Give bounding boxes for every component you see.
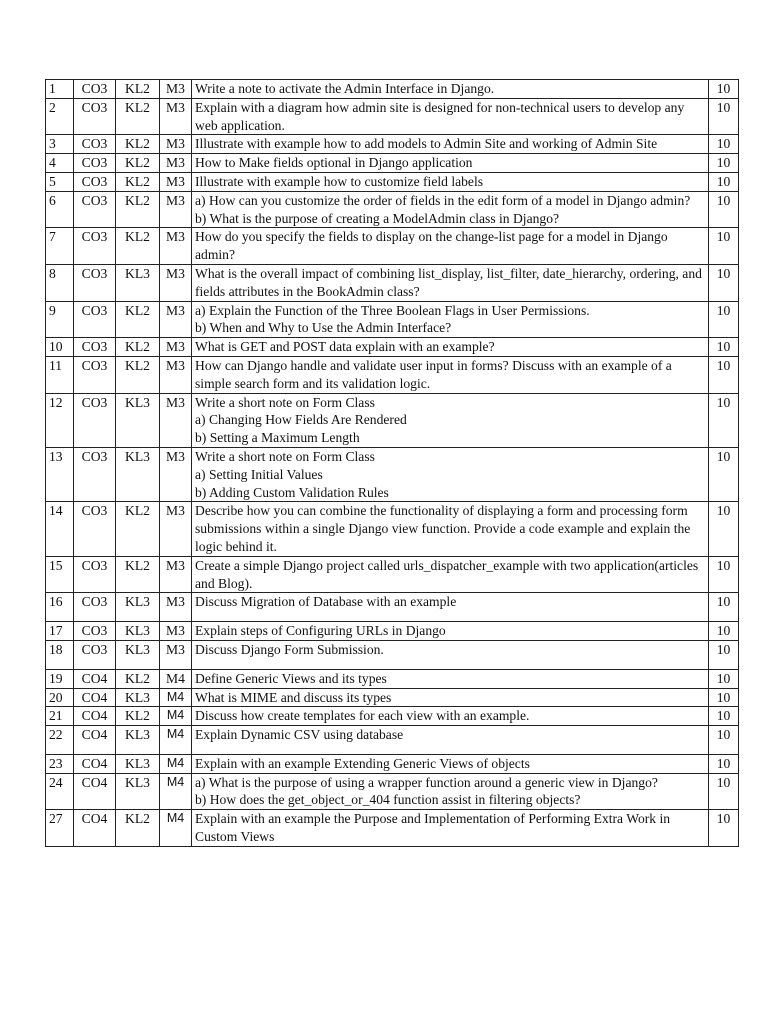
module: M3 xyxy=(160,338,192,357)
marks: 10 xyxy=(709,593,739,622)
question-number: 6 xyxy=(46,191,74,228)
marks: 10 xyxy=(709,622,739,641)
marks: 10 xyxy=(709,191,739,228)
question-text xyxy=(192,688,709,707)
course-outcome: CO3 xyxy=(74,264,116,301)
question-number: 7 xyxy=(46,228,74,265)
marks: 10 xyxy=(709,393,739,447)
course-outcome: CO3 xyxy=(74,135,116,154)
question-number: 1 xyxy=(46,80,74,99)
question-text xyxy=(192,502,709,556)
question-line: Write a note to activate the Admin Interface in Django. xyxy=(195,81,495,96)
module: M4 xyxy=(160,669,192,688)
question-row xyxy=(46,502,739,556)
module: M3 xyxy=(160,154,192,173)
question-row xyxy=(46,640,739,669)
course-outcome: CO3 xyxy=(74,98,116,135)
question-line: Illustrate with example how to add models to Admin Site and working of Admin Site xyxy=(195,136,658,152)
module: M4 xyxy=(160,726,192,755)
question-row xyxy=(46,338,739,357)
module: M4 xyxy=(160,707,192,726)
question-line: What is GET and POST data explain with an example? xyxy=(195,339,495,355)
knowledge-level: KL2 xyxy=(116,356,160,393)
course-outcome: CO3 xyxy=(74,622,116,641)
course-outcome: CO4 xyxy=(74,810,116,847)
module: M4 xyxy=(160,810,192,847)
question-line: Create a simple Django project called urls_dispatcher_example with two application(articles and Blog). xyxy=(195,557,699,591)
question-line: a) Explain the Function of the Three Boolean Flags in User Permissions. xyxy=(195,302,590,318)
question-number: 18 xyxy=(46,640,74,669)
question-line: What is MIME and discuss its types xyxy=(195,689,392,705)
question-number: 20 xyxy=(46,688,74,707)
knowledge-level: KL3 xyxy=(116,754,160,773)
course-outcome: CO3 xyxy=(74,228,116,265)
question-number: 4 xyxy=(46,154,74,173)
question-text xyxy=(192,393,709,447)
question-row xyxy=(46,393,739,447)
course-outcome: CO3 xyxy=(74,191,116,228)
module: M3 xyxy=(160,172,192,191)
course-outcome: CO3 xyxy=(74,172,116,191)
marks: 10 xyxy=(709,556,739,593)
module: M3 xyxy=(160,356,192,393)
knowledge-level: KL2 xyxy=(116,80,160,99)
question-number: 15 xyxy=(46,556,74,593)
question-line: b) What is the purpose of creating a ModelAdmin class in Django? xyxy=(195,210,560,226)
question-line: How to Make fields optional in Django application xyxy=(195,155,473,171)
question-line: b) Setting a Maximum Length xyxy=(195,430,360,446)
question-line: a) How can you customize the order of fields in the edit form of a model in Django admin? xyxy=(195,192,691,208)
question-row xyxy=(46,356,739,393)
question-line: Discuss Django Form Submission. xyxy=(195,641,384,657)
marks: 10 xyxy=(709,98,739,135)
module: M3 xyxy=(160,228,192,265)
question-row xyxy=(46,726,739,755)
knowledge-level: KL3 xyxy=(116,447,160,501)
question-row xyxy=(46,98,739,135)
marks: 10 xyxy=(709,726,739,755)
question-line: b) Adding Custom Validation Rules xyxy=(195,484,389,500)
question-text xyxy=(192,154,709,173)
module: M3 xyxy=(160,447,192,501)
question-text xyxy=(192,172,709,191)
knowledge-level: KL3 xyxy=(116,264,160,301)
module: M3 xyxy=(160,135,192,154)
knowledge-level: KL2 xyxy=(116,556,160,593)
question-number: 13 xyxy=(46,447,74,501)
question-line: Write a short note on Form Class xyxy=(195,448,375,464)
knowledge-level: KL2 xyxy=(116,135,160,154)
question-text xyxy=(192,356,709,393)
module: M3 xyxy=(160,640,192,669)
question-row xyxy=(46,154,739,173)
course-outcome: CO3 xyxy=(74,593,116,622)
question-line: Explain with an example Extending Generic Views of objects xyxy=(195,755,530,771)
question-text xyxy=(192,80,709,99)
question-number: 22 xyxy=(46,726,74,755)
marks: 10 xyxy=(709,688,739,707)
course-outcome: CO4 xyxy=(74,669,116,688)
question-text xyxy=(192,754,709,773)
question-text xyxy=(192,338,709,357)
course-outcome: CO3 xyxy=(74,80,116,99)
question-row xyxy=(46,447,739,501)
course-outcome: CO4 xyxy=(74,773,116,810)
marks: 10 xyxy=(709,338,739,357)
knowledge-level: KL3 xyxy=(116,688,160,707)
marks: 10 xyxy=(709,154,739,173)
question-line: Write a short note on Form Class xyxy=(195,394,375,410)
course-outcome: CO3 xyxy=(74,447,116,501)
question-number: 23 xyxy=(46,754,74,773)
question-text xyxy=(192,135,709,154)
knowledge-level: KL2 xyxy=(116,98,160,135)
question-number: 8 xyxy=(46,264,74,301)
knowledge-level: KL2 xyxy=(116,338,160,357)
question-row xyxy=(46,810,739,847)
question-text xyxy=(192,301,709,338)
question-text xyxy=(192,98,709,135)
question-text xyxy=(192,447,709,501)
question-text xyxy=(192,622,709,641)
marks: 10 xyxy=(709,80,739,99)
marks: 10 xyxy=(709,669,739,688)
module: M3 xyxy=(160,593,192,622)
question-number: 9 xyxy=(46,301,74,338)
knowledge-level: KL3 xyxy=(116,726,160,755)
module: M3 xyxy=(160,502,192,556)
question-text xyxy=(192,191,709,228)
question-line: What is the overall impact of combining list_display, list_filter, date_hierarchy, ordering, and fields attributes in the BookAdmin class? xyxy=(195,265,702,299)
course-outcome: CO3 xyxy=(74,502,116,556)
question-row xyxy=(46,688,739,707)
question-line: b) When and Why to Use the Admin Interface? xyxy=(195,320,452,336)
question-number: 12 xyxy=(46,393,74,447)
marks: 10 xyxy=(709,172,739,191)
knowledge-level: KL2 xyxy=(116,301,160,338)
knowledge-level: KL3 xyxy=(116,622,160,641)
question-number: 21 xyxy=(46,707,74,726)
question-line: Define Generic Views and its types xyxy=(195,670,387,686)
question-line: Discuss Migration of Database with an example xyxy=(195,594,457,610)
question-text xyxy=(192,593,709,622)
course-outcome: CO3 xyxy=(74,154,116,173)
marks: 10 xyxy=(709,264,739,301)
question-row xyxy=(46,669,739,688)
knowledge-level: KL2 xyxy=(116,502,160,556)
question-line: Explain with a diagram how admin site is designed for non-technical users to develop any web application. xyxy=(195,99,685,133)
knowledge-level: KL3 xyxy=(116,593,160,622)
question-number: 11 xyxy=(46,356,74,393)
knowledge-level: KL2 xyxy=(116,707,160,726)
question-text xyxy=(192,669,709,688)
marks: 10 xyxy=(709,228,739,265)
question-row xyxy=(46,622,739,641)
question-row xyxy=(46,556,739,593)
marks: 10 xyxy=(709,754,739,773)
question-number: 10 xyxy=(46,338,74,357)
question-number: 17 xyxy=(46,622,74,641)
module: M3 xyxy=(160,80,192,99)
knowledge-level: KL3 xyxy=(116,393,160,447)
knowledge-level: KL3 xyxy=(116,773,160,810)
question-row xyxy=(46,172,739,191)
module: M4 xyxy=(160,773,192,810)
course-outcome: CO3 xyxy=(74,356,116,393)
question-line: b) How does the get_object_or_404 function assist in filtering objects? xyxy=(195,792,581,808)
module: M3 xyxy=(160,622,192,641)
knowledge-level: KL2 xyxy=(116,669,160,688)
question-number: 24 xyxy=(46,773,74,810)
question-number: 2 xyxy=(46,98,74,135)
question-line: Illustrate with example how to customize field labels xyxy=(195,173,484,189)
question-row xyxy=(46,80,739,99)
marks: 10 xyxy=(709,773,739,810)
question-text xyxy=(192,707,709,726)
question-table-body xyxy=(46,80,739,847)
question-row xyxy=(46,301,739,338)
question-row xyxy=(46,264,739,301)
question-line: How can Django handle and validate user input in forms? Discuss with an example of a simple search form and its validation logic. xyxy=(195,357,672,391)
course-outcome: CO3 xyxy=(74,338,116,357)
question-line: a) Changing How Fields Are Rendered xyxy=(195,412,407,428)
module: M3 xyxy=(160,264,192,301)
question-line: Explain with an example the Purpose and Implementation of Performing Extra Work in Custom Views xyxy=(195,811,671,845)
marks: 10 xyxy=(709,502,739,556)
question-text xyxy=(192,640,709,669)
course-outcome: CO4 xyxy=(74,707,116,726)
course-outcome: CO4 xyxy=(74,754,116,773)
module: M3 xyxy=(160,301,192,338)
knowledge-level: KL2 xyxy=(116,172,160,191)
question-number: 19 xyxy=(46,669,74,688)
question-line: Describe how you can combine the functionality of displaying a form and processing form submissions within a single Django view function. Provide a code example and explain the logic behind it. xyxy=(195,503,691,554)
module: M3 xyxy=(160,556,192,593)
marks: 10 xyxy=(709,447,739,501)
question-row xyxy=(46,707,739,726)
marks: 10 xyxy=(709,810,739,847)
question-line: Discuss how create templates for each view with an example. xyxy=(195,708,530,724)
question-text xyxy=(192,810,709,847)
course-outcome: CO3 xyxy=(74,301,116,338)
question-row xyxy=(46,773,739,810)
knowledge-level: KL2 xyxy=(116,228,160,265)
question-text xyxy=(192,773,709,810)
knowledge-level: KL2 xyxy=(116,191,160,228)
question-row xyxy=(46,593,739,622)
course-outcome: CO3 xyxy=(74,393,116,447)
module: M3 xyxy=(160,191,192,228)
question-bank-table xyxy=(45,79,739,847)
question-line: a) Setting Initial Values xyxy=(195,466,323,482)
question-row xyxy=(46,754,739,773)
knowledge-level: KL2 xyxy=(116,810,160,847)
question-line: How do you specify the fields to display on the change-list page for a model in Django admin? xyxy=(195,229,668,263)
course-outcome: CO4 xyxy=(74,726,116,755)
question-number: 5 xyxy=(46,172,74,191)
module: M3 xyxy=(160,393,192,447)
marks: 10 xyxy=(709,301,739,338)
question-row xyxy=(46,228,739,265)
question-line: Explain steps of Configuring URLs in Django xyxy=(195,623,446,639)
question-number: 14 xyxy=(46,502,74,556)
question-number: 3 xyxy=(46,135,74,154)
question-text xyxy=(192,556,709,593)
question-number: 27 xyxy=(46,810,74,847)
question-text xyxy=(192,726,709,755)
marks: 10 xyxy=(709,135,739,154)
question-row xyxy=(46,135,739,154)
module: M3 xyxy=(160,98,192,135)
module: M4 xyxy=(160,754,192,773)
module: M4 xyxy=(160,688,192,707)
question-text xyxy=(192,264,709,301)
question-line: Explain Dynamic CSV using database xyxy=(195,727,404,743)
question-number: 16 xyxy=(46,593,74,622)
question-line: a) What is the purpose of using a wrapper function around a generic view in Django? xyxy=(195,774,658,790)
course-outcome: CO3 xyxy=(74,640,116,669)
marks: 10 xyxy=(709,707,739,726)
knowledge-level: KL2 xyxy=(116,154,160,173)
question-text xyxy=(192,228,709,265)
marks: 10 xyxy=(709,640,739,669)
course-outcome: CO3 xyxy=(74,556,116,593)
knowledge-level: KL3 xyxy=(116,640,160,669)
marks: 10 xyxy=(709,356,739,393)
question-row xyxy=(46,191,739,228)
course-outcome: CO4 xyxy=(74,688,116,707)
